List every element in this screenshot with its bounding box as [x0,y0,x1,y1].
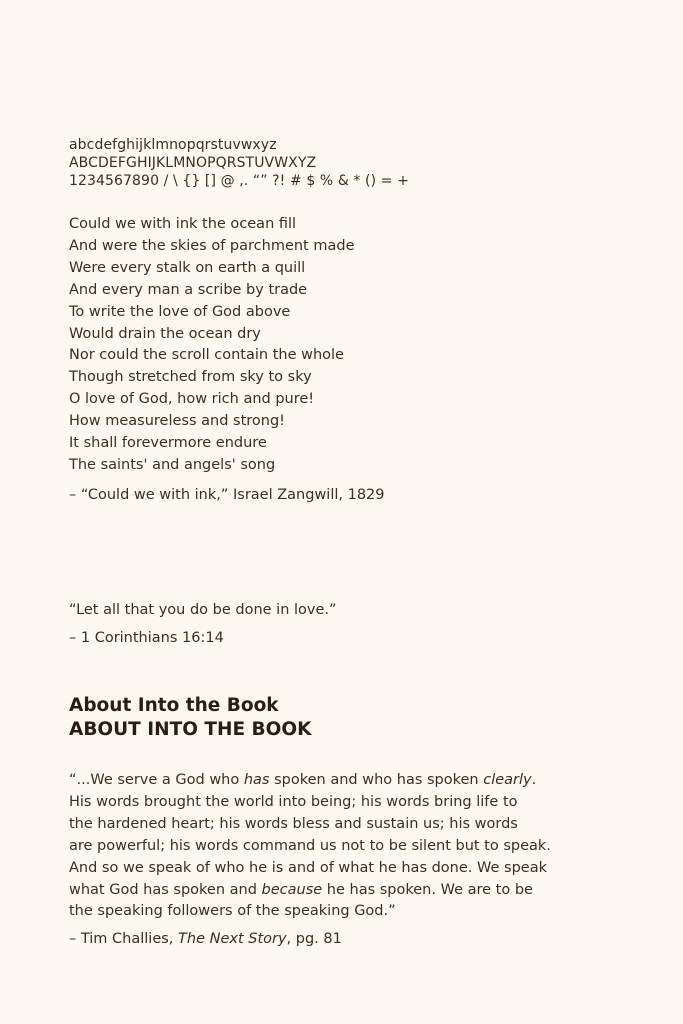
attribution-author: – Tim Challies, [69,931,179,948]
quote-emphasis: has [243,772,270,788]
quote-text: spoken and who has spoken [269,772,484,788]
specimen-lowercase: abcdefghijklmnopqrstuvwxyz [69,137,277,153]
poem-line: Would drain the ocean dry [69,325,261,342]
poem-attribution: – “Could we with ink,” Israel Zangwill, 1829 [69,486,385,503]
about-heading-title-case: About Into the Book [69,695,279,716]
quote-line: And so we speak of who he is and of what he has done. We speak [69,859,547,876]
specimen-symbols: 1234567890 / \ {} [] @ ,. “” ?! # $ % & * () = + [69,173,409,189]
quote-text: “...We serve a God who [69,772,244,788]
quote-line: the hardened heart; his words bless and sustain us; his words [69,815,518,832]
specimen-uppercase: ABCDEFGHIJKLMNOPQRSTUVWXYZ [69,155,317,171]
quote-text: he has spoken. We are to be [322,881,533,898]
poem-line: Though stretched from sky to sky [69,369,312,386]
poem-line: Could we with ink the ocean fill [69,216,297,232]
poem [69,214,629,477]
quote-text: what God has spoken and [69,881,262,898]
poem-line: The saints' and angels' song [69,456,276,473]
quote-text: . [531,772,537,788]
about-attribution [69,929,629,949]
scripture-verse [69,600,629,648]
verse-attribution: – 1 Corinthians 16:14 [69,630,224,646]
about-heading-upper-case: ABOUT INTO THE BOOK [69,719,312,740]
type-specimen [69,136,629,190]
poem-line: O love of God, how rich and pure! [69,391,315,408]
quote-line [69,880,629,902]
quote-emphasis: because [261,881,323,898]
poem-line: And every man a scribe by trade [69,281,308,298]
quote-line [69,770,629,792]
about-section [69,694,629,949]
poem-line: Were every stalk on earth a quill [69,259,306,276]
poem-line: How measureless and strong! [69,413,285,430]
about-quote [69,770,629,923]
poem-line: It shall forevermore endure [69,435,267,452]
attribution-page: , pg. 81 [286,931,342,948]
verse-quote: “Let all that you do be done in love.” [69,602,337,618]
poem-line: And were the skies of parchment made [69,237,355,254]
quote-emphasis: clearly [483,772,532,788]
poem-line: To write the love of God above [69,303,291,320]
attribution-book-title: The Next Story [178,931,287,948]
specimen-and-poem [69,136,629,505]
quote-line: His words brought the world into being; his words bring life to [69,793,518,810]
quote-line: the speaking followers of the speaking God.” [69,903,396,920]
quote-line: are powerful; his words command us not to be silent but to speak. [69,837,551,854]
poem-line: Nor could the scroll contain the whole [69,347,344,364]
